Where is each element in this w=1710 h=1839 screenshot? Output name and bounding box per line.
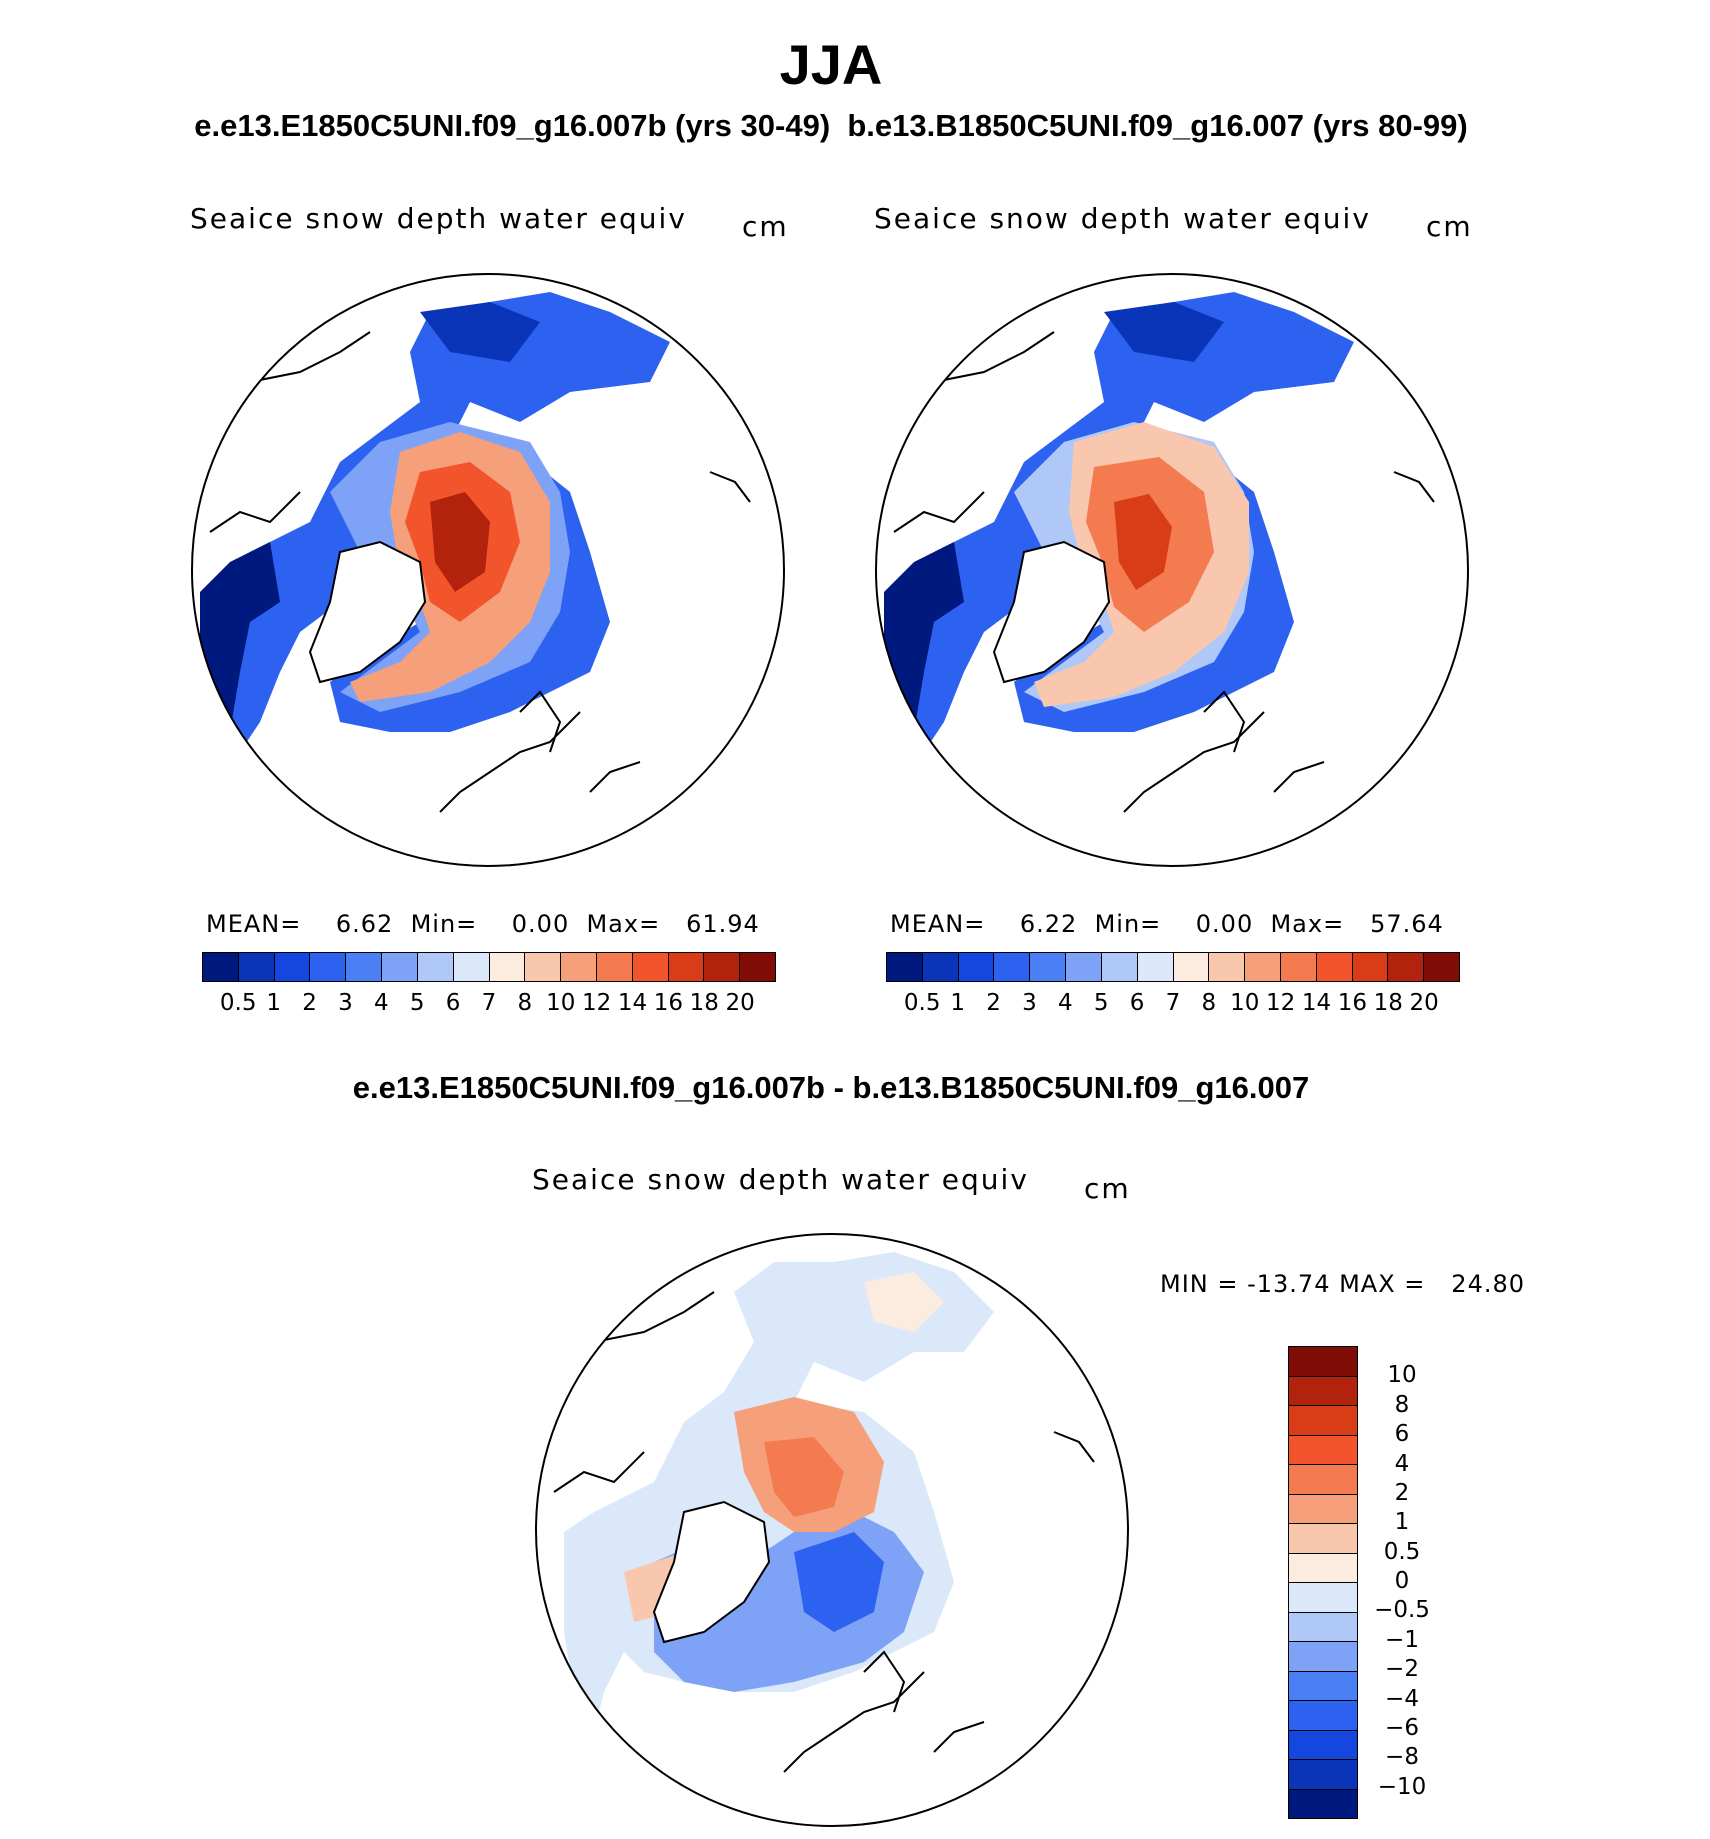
colorbar-swatch bbox=[887, 953, 923, 981]
colorbar-swatch bbox=[1138, 953, 1174, 981]
diff-colorbar bbox=[1288, 1346, 1358, 1819]
colorbar-tick-label: 8 bbox=[517, 990, 533, 1016]
colorbar-tick-label: 14 bbox=[617, 990, 648, 1016]
colorbar-tick-label: 0 bbox=[1394, 1568, 1410, 1594]
colorbar-tick-label: 16 bbox=[653, 990, 684, 1016]
diff-map-units-label: cm bbox=[1084, 1172, 1131, 1205]
colorbar-swatch bbox=[1289, 1406, 1357, 1436]
colorbar-tick-label: 1 bbox=[1394, 1509, 1410, 1536]
colorbar-tick-label: 10 bbox=[1230, 990, 1260, 1016]
colorbar-tick-label: 5 bbox=[409, 990, 425, 1016]
colorbar-swatch bbox=[239, 953, 275, 981]
colorbar-tick-label: 3 bbox=[338, 990, 353, 1016]
left-colorbar bbox=[202, 952, 776, 982]
colorbar-swatch bbox=[994, 953, 1030, 981]
colorbar-tick-label: 18 bbox=[689, 990, 719, 1016]
colorbar-tick-label: 0.5 bbox=[903, 990, 941, 1016]
colorbar-tick-label: 5 bbox=[1093, 990, 1109, 1016]
left-map-variable-label: Seaice snow depth water equiv bbox=[190, 202, 687, 235]
colorbar-swatch bbox=[1289, 1436, 1357, 1466]
colorbar-tick-label: 14 bbox=[1301, 990, 1332, 1016]
colorbar-swatch bbox=[959, 953, 995, 981]
colorbar-swatch bbox=[1066, 953, 1102, 981]
colorbar-swatch bbox=[310, 953, 346, 981]
colorbar-swatch bbox=[346, 953, 382, 981]
diff-map-variable-label: Seaice snow depth water equiv bbox=[532, 1163, 1029, 1196]
colorbar-tick-label: 18 bbox=[1373, 990, 1403, 1016]
colorbar-tick-label: −1 bbox=[1385, 1626, 1419, 1653]
colorbar-tick-label: 1 bbox=[266, 990, 282, 1016]
colorbar-swatch bbox=[490, 953, 526, 981]
colorbar-tick-label: 3 bbox=[1022, 990, 1037, 1016]
colorbar-swatch bbox=[1174, 953, 1210, 981]
colorbar-tick-label: −6 bbox=[1385, 1714, 1419, 1741]
page-subtitle: e.e13.E1850C5UNI.f09_g16.007b (yrs 30-49) b.e13.B1850C5UNI.f09_g16.007 (yrs 80-99) bbox=[194, 108, 1468, 143]
right-map-units-label: cm bbox=[1426, 210, 1473, 243]
colorbar-swatch bbox=[740, 953, 775, 981]
colorbar-swatch bbox=[1209, 953, 1245, 981]
difference-polar-map bbox=[534, 1232, 1130, 1828]
colorbar-swatch bbox=[1353, 953, 1389, 981]
colorbar-swatch bbox=[704, 953, 740, 981]
colorbar-swatch bbox=[1289, 1672, 1357, 1702]
colorbar-swatch bbox=[1289, 1642, 1357, 1672]
colorbar-swatch bbox=[1289, 1495, 1357, 1525]
colorbar-swatch bbox=[203, 953, 239, 981]
colorbar-tick-label: 20 bbox=[725, 990, 755, 1016]
left-map-stats: MEAN= 6.62 Min= 0.00 Max= 61.94 bbox=[206, 910, 760, 938]
colorbar-tick-label: 7 bbox=[481, 990, 497, 1016]
colorbar-swatch bbox=[1289, 1524, 1357, 1554]
colorbar-tick-label: 0.5 bbox=[219, 990, 257, 1016]
colorbar-tick-label: 6 bbox=[445, 990, 461, 1016]
colorbar-tick-label: −10 bbox=[1377, 1773, 1427, 1800]
colorbar-tick-label: 2 bbox=[1394, 1479, 1410, 1506]
colorbar-swatch bbox=[633, 953, 669, 981]
page-title: JJA bbox=[779, 33, 883, 96]
colorbar-tick-label: 20 bbox=[1409, 990, 1439, 1016]
left-map-units-label: cm bbox=[742, 210, 789, 243]
colorbar-swatch bbox=[1388, 953, 1424, 981]
colorbar-swatch bbox=[525, 953, 561, 981]
colorbar-tick-label: 6 bbox=[1129, 990, 1145, 1016]
diff-colorbar-ticks bbox=[1362, 1346, 1442, 1816]
colorbar-swatch bbox=[669, 953, 705, 981]
colorbar-swatch bbox=[275, 953, 311, 981]
colorbar-tick-label: 8 bbox=[1201, 990, 1217, 1016]
colorbar-tick-label: −4 bbox=[1385, 1685, 1419, 1712]
colorbar-tick-label: 16 bbox=[1337, 990, 1368, 1016]
colorbar-swatch bbox=[1317, 953, 1353, 981]
left-polar-map bbox=[190, 272, 786, 868]
colorbar-tick-label: 4 bbox=[374, 990, 389, 1016]
colorbar-swatch bbox=[1289, 1583, 1357, 1613]
colorbar-tick-label: 2 bbox=[986, 990, 1001, 1016]
right-map-stats: MEAN= 6.22 Min= 0.00 Max= 57.64 bbox=[890, 910, 1444, 938]
right-map-variable-label: Seaice snow depth water equiv bbox=[874, 202, 1371, 235]
colorbar-swatch bbox=[597, 953, 633, 981]
colorbar-tick-label: 8 bbox=[1394, 1391, 1410, 1418]
colorbar-swatch bbox=[1281, 953, 1317, 981]
difference-title: e.e13.E1850C5UNI.f09_g16.007b - b.e13.B1850C5UNI.f09_g16.007 bbox=[352, 1070, 1310, 1105]
colorbar-swatch bbox=[561, 953, 597, 981]
right-colorbar-ticks bbox=[886, 990, 1460, 1020]
colorbar-tick-label: 4 bbox=[1394, 1450, 1410, 1477]
colorbar-swatch bbox=[923, 953, 959, 981]
colorbar-swatch bbox=[454, 953, 490, 981]
colorbar-swatch bbox=[1245, 953, 1281, 981]
colorbar-swatch bbox=[1289, 1613, 1357, 1643]
right-polar-map bbox=[874, 272, 1470, 868]
colorbar-tick-label: 0.5 bbox=[1383, 1538, 1421, 1565]
colorbar-swatch bbox=[1030, 953, 1066, 981]
colorbar-tick-label: −8 bbox=[1385, 1744, 1419, 1771]
left-colorbar-ticks bbox=[202, 990, 776, 1020]
colorbar-swatch bbox=[1289, 1790, 1357, 1819]
colorbar-swatch bbox=[1289, 1731, 1357, 1761]
colorbar-swatch bbox=[1424, 953, 1459, 981]
diff-map-stats: MIN = -13.74 MAX = 24.80 bbox=[1160, 1270, 1525, 1298]
colorbar-tick-label: −0.5 bbox=[1374, 1597, 1430, 1624]
colorbar-swatch bbox=[418, 953, 454, 981]
colorbar-tick-label: 1 bbox=[950, 990, 966, 1016]
colorbar-tick-label: 2 bbox=[302, 990, 317, 1016]
colorbar-swatch bbox=[382, 953, 418, 981]
colorbar-swatch bbox=[1289, 1377, 1357, 1407]
colorbar-swatch bbox=[1289, 1465, 1357, 1495]
colorbar-swatch bbox=[1289, 1554, 1357, 1584]
colorbar-tick-label: 6 bbox=[1394, 1421, 1410, 1448]
colorbar-swatch bbox=[1289, 1701, 1357, 1731]
colorbar-swatch bbox=[1289, 1760, 1357, 1790]
right-colorbar bbox=[886, 952, 1460, 982]
colorbar-tick-label: 10 bbox=[546, 990, 576, 1016]
colorbar-swatch bbox=[1289, 1347, 1357, 1377]
colorbar-tick-label: −2 bbox=[1385, 1656, 1419, 1683]
colorbar-tick-label: 12 bbox=[581, 990, 612, 1016]
colorbar-tick-label: 12 bbox=[1265, 990, 1296, 1016]
colorbar-tick-label: 10 bbox=[1387, 1362, 1417, 1389]
colorbar-swatch bbox=[1102, 953, 1138, 981]
colorbar-tick-label: 7 bbox=[1165, 990, 1181, 1016]
colorbar-tick-label: 4 bbox=[1058, 990, 1073, 1016]
